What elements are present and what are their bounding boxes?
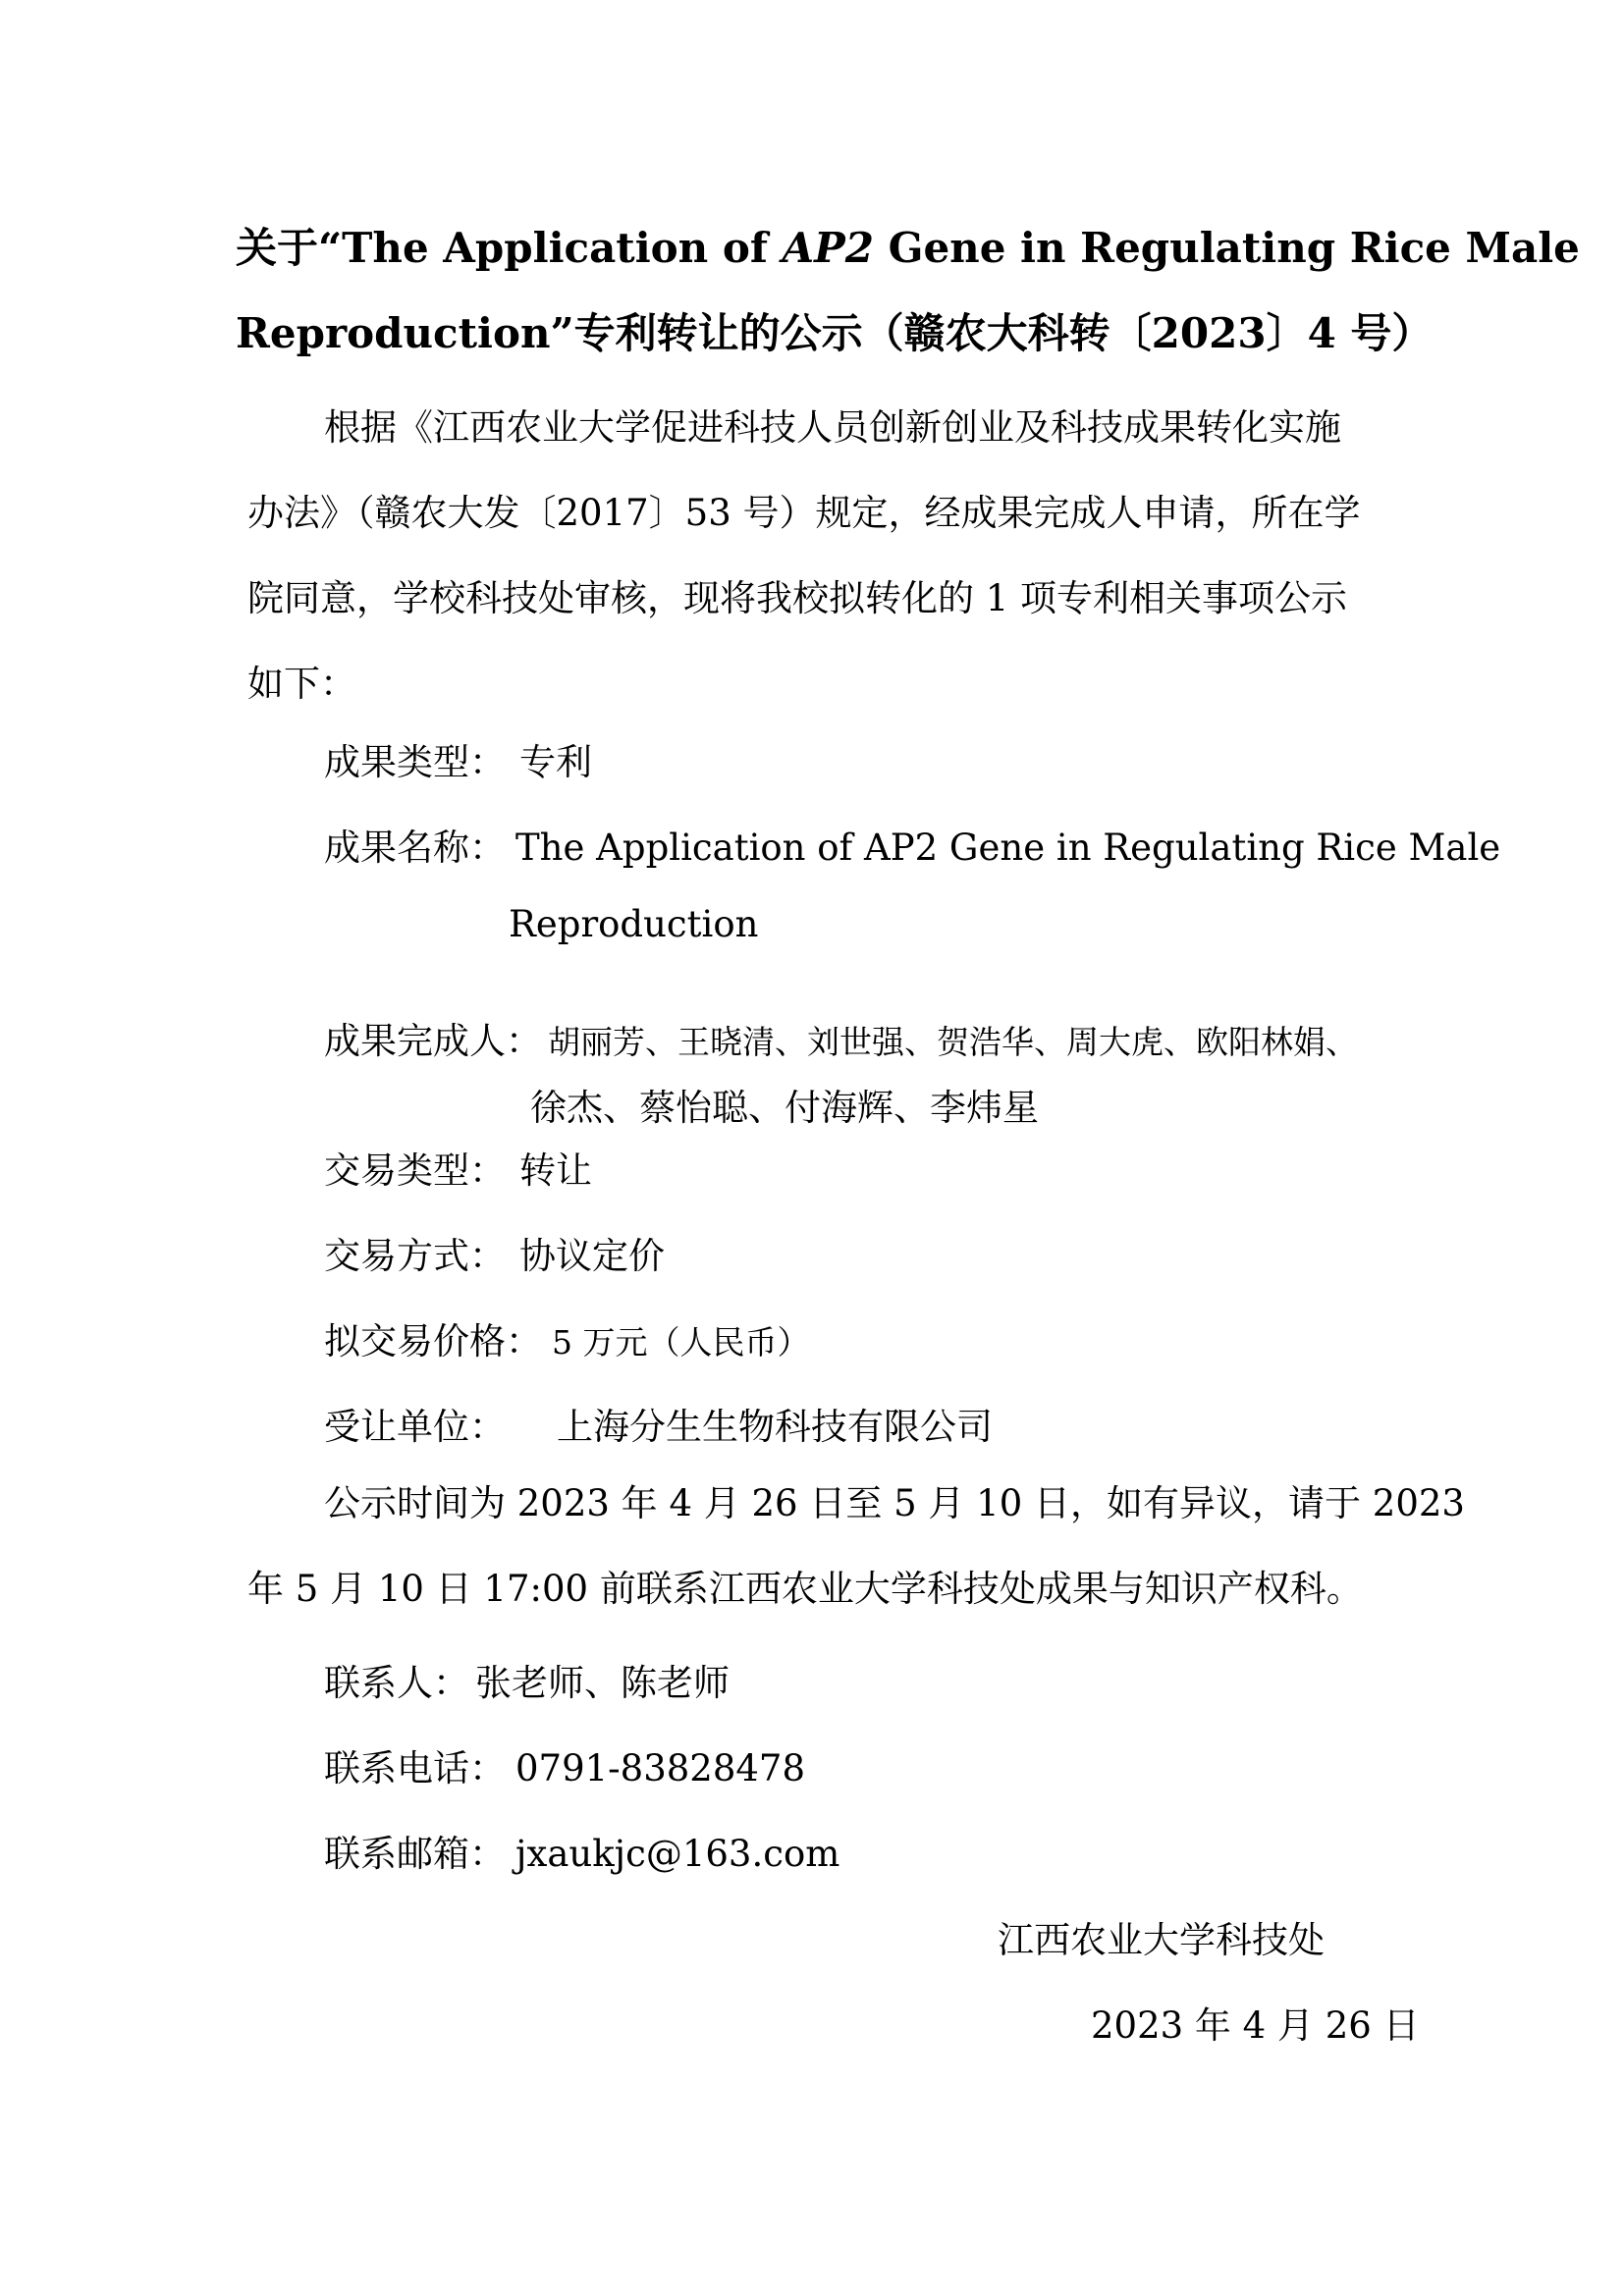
completers-value: 胡丽芳、王晓清、刘世强、贺浩华、周大虎、欧阳林娟、 [548,1023,1358,1061]
intro-paragraph-line-2: 办法》（赣农大发〔2017〕53 号）规定，经成果完成人申请，所在学 [247,492,1361,534]
contact-person-row [324,1653,730,1706]
intro-paragraph-line-3: 院同意，学校科技处审核，现将我校拟转化的 1 项专利相关事项公示 [247,577,1348,619]
intro-text-1: 根据《江西农业大学促进科技人员创新创业及科技成果转化实施 [324,406,1341,449]
assignee-row [324,1397,993,1450]
completers-continuation: 徐杰、蔡怡聪、付海辉、李炜星 [530,1087,1039,1129]
contact-person-label: 联系人： [324,1662,469,1704]
contact-email-row [324,1824,839,1877]
trade-type-row [324,1141,592,1194]
price-label: 拟交易价格： [324,1320,542,1362]
title-suffix: Gene in Regulating Rice Male [873,224,1580,272]
trade-type-label: 交易类型： [324,1149,506,1192]
assignee-label: 受让单位： [324,1406,506,1448]
achievement-name-row [324,818,1500,871]
title-gene-name: AP2 [782,224,874,272]
trade-method-row [324,1226,665,1279]
intro-paragraph-line-4: 如下： [247,663,356,705]
intro-paragraph-line-1 [247,385,1386,470]
title-prefix: 关于“The Application of [236,224,783,272]
price-row [324,1311,810,1364]
title-line-1 [236,216,1580,275]
achievement-type-label: 成果类型： [324,741,506,783]
assignee-value: 上海分生生物科技有限公司 [557,1406,993,1448]
contact-phone-label: 联系电话： [324,1747,506,1789]
completers-label: 成果完成人： [324,1020,542,1062]
notice-line-1 [247,1461,1465,1546]
contact-person-value: 张老师、陈老师 [475,1662,730,1704]
contact-email-label: 联系邮箱： [324,1833,506,1875]
contact-phone-row [324,1738,805,1791]
notice-line-2: 年 5 月 10 日 17:00 前联系江西农业大学科技处成果与知识产权科。 [247,1568,1363,1610]
achievement-name-continuation: Reproduction [509,903,759,945]
achievement-type-value: 专利 [519,741,592,783]
achievement-type-row [324,732,592,785]
trade-method-label: 交易方式： [324,1235,506,1277]
price-value: 5 万元（人民币） [552,1323,810,1362]
completers-row [324,1011,1358,1064]
signature-organization: 江西农业大学科技处 [998,1919,1325,1961]
notice-text-1: 公示时间为 2023 年 4 月 26 日至 5 月 10 日，如有异议，请于 2023 [324,1482,1465,1524]
achievement-name-value: The Application of AP2 Gene in Regulating Rice Male [515,827,1501,869]
achievement-name-label: 成果名称： [324,827,506,869]
contact-email-link[interactable]: jxaukjc@163.com [515,1833,840,1875]
trade-type-value: 转让 [519,1149,592,1192]
signature-date: 2023 年 4 月 26 日 [1091,2004,1420,2047]
trade-method-value: 协议定价 [519,1235,665,1277]
title-line-2: Reproduction”专利转让的公示（赣农大科转〔2023〕4 号） [236,309,1434,357]
contact-phone-value: 0791-83828478 [515,1747,805,1789]
